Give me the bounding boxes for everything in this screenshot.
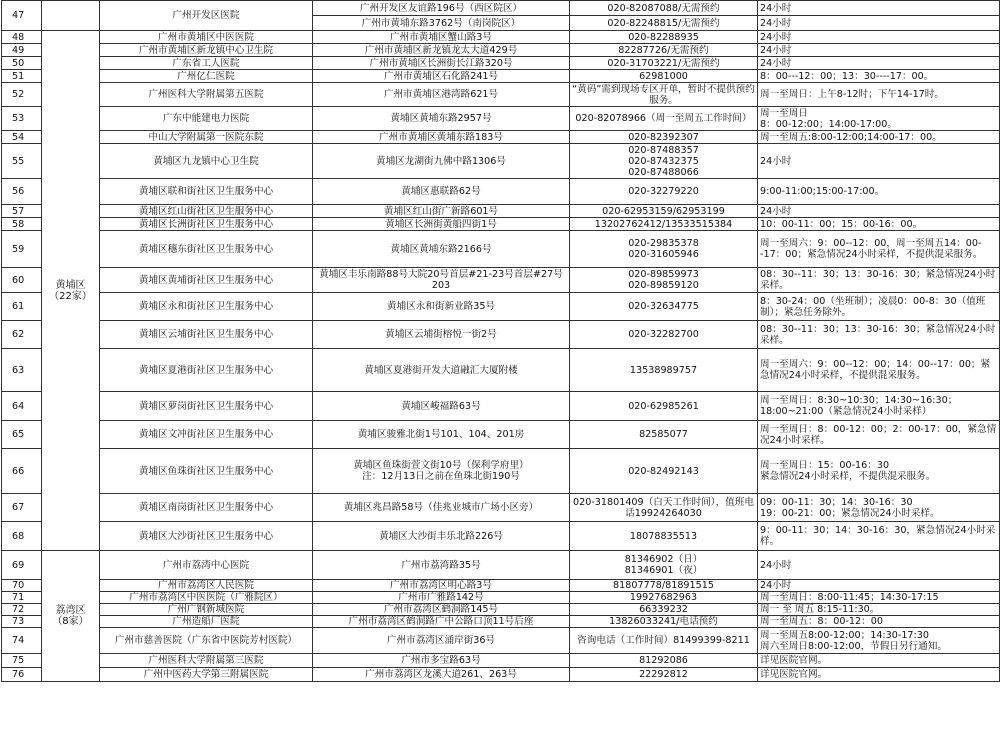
- hospital-address: 广州市黄埔区长洲街长江路320号: [313, 57, 570, 70]
- table-row: [2, 604, 1000, 616]
- hospital-name: 广州市黄埔区新龙镇中心卫生院: [100, 44, 313, 57]
- hospital-address: 广州市黄埔区石化路241号: [313, 70, 570, 83]
- table-row: [2, 179, 1000, 205]
- service-hours: 09：00-11：30；14：30-16：30 19：00-21：00；紧急情况24小时采样。: [758, 494, 1000, 522]
- table-row: [2, 57, 1000, 70]
- hospital-address: 广州市荔湾区明心路3号: [313, 580, 570, 592]
- hospital-address: 黄埔区云埔街榕悦一街2号: [313, 321, 570, 349]
- table-row: [2, 522, 1000, 551]
- row-number: 61: [2, 293, 42, 321]
- hospital-phone: 020-31703221/无需预约: [570, 57, 758, 70]
- table-row: [2, 349, 1000, 392]
- hospital-name: 广州医科大学附属第三医院: [100, 654, 313, 668]
- hospital-name: 广州市荔湾区中医医院（广雅院区）: [100, 592, 313, 604]
- hospital-address: 黄埔区黄埔东路2957号: [313, 107, 570, 131]
- hospital-phone: “黄码”需到现场专区开单，暂时不提供预约服务。: [570, 83, 758, 107]
- row-number: 51: [2, 70, 42, 83]
- hospital-phone: 020-82492143: [570, 449, 758, 494]
- hospital-phone: 020-32634775: [570, 293, 758, 321]
- hospital-name: 黄埔区萝岗街社区卫生服务中心: [100, 392, 313, 421]
- hospital-name: 广州市荔湾中心医院: [100, 551, 313, 580]
- service-hours: 周一至周六：9：00--12：00，周一至周五14：00--17：00；紧急情况24小时采样，不提供混采服务。: [758, 231, 1000, 268]
- service-hours: 周一至周五:8:00-12:00;14:00-17：00。: [758, 131, 1000, 144]
- row-number: 58: [2, 218, 42, 231]
- hospital-address: 黄埔区峻福路63号: [313, 392, 570, 421]
- service-hours: 9：00-11：30；14：30-16：30，紧急情况24小时采样。: [758, 522, 1000, 551]
- hospital-phone: 020-31801409（白天工作时间），值班电话19924264030: [570, 494, 758, 522]
- hospital-phone: 66339232: [570, 604, 758, 616]
- row-number: 76: [2, 668, 42, 682]
- service-hours: 详见医院官网。: [758, 668, 1000, 682]
- service-hours: 详见医院官网。: [758, 654, 1000, 668]
- row-number: 56: [2, 179, 42, 205]
- table-row: [2, 131, 1000, 144]
- address-cell: [313, 1, 570, 31]
- hospital-phone: 020-82288935: [570, 31, 758, 44]
- district-cell: [42, 1, 100, 31]
- row-number: 52: [2, 83, 42, 107]
- hospital-name: 黄埔区红山街社区卫生服务中心: [100, 205, 313, 218]
- service-hours: 24小时: [758, 551, 1000, 580]
- hospital-name: 广州市黄埔区中医医院: [100, 31, 313, 44]
- table-row: [2, 1, 1000, 31]
- hospital-address: 广州市荔湾路35号: [313, 551, 570, 580]
- hospital-name: 广州医科大学附属第五医院: [100, 83, 313, 107]
- row-number: 69: [2, 551, 42, 580]
- hospital-phone: 020-87488357 020-87432375 020-87488066: [570, 144, 758, 179]
- hospital-phone: 020-32282700: [570, 321, 758, 349]
- hospital-name: 广州亿仁医院: [100, 70, 313, 83]
- hospital-address: 黄埔区永和街新业路35号: [313, 293, 570, 321]
- hospital-name: 黄埔区长洲街社区卫生服务中心: [100, 218, 313, 231]
- row-number: 68: [2, 522, 42, 551]
- row-number: 73: [2, 616, 42, 628]
- hospital-name: 黄埔区大沙街社区卫生服务中心: [100, 522, 313, 551]
- table-row: [2, 321, 1000, 349]
- service-hours: 24小时: [758, 44, 1000, 57]
- hospital-phone: 81807778/81891515: [570, 580, 758, 592]
- service-hours: 周一至周五8:00-12:00；14:30-17:30 周六至周日8:00-12:00，节假日另行通知。: [758, 628, 1000, 654]
- hours-line: 24小时: [758, 1, 999, 16]
- hospital-name: 黄埔区穗东街社区卫生服务中心: [100, 231, 313, 268]
- hospital-name: 黄埔区文冲街社区卫生服务中心: [100, 421, 313, 449]
- address-line: 广州开发区友谊路196号（西区院区）: [313, 1, 569, 16]
- hospital-name: 黄埔区南岗街社区卫生服务中心: [100, 494, 313, 522]
- service-hours: 10：00-11：00；15：00-16：00。: [758, 218, 1000, 231]
- table-row: [2, 205, 1000, 218]
- hospital-phone: 020-29835378 020-31605946: [570, 231, 758, 268]
- hospital-address: 广州市黄埔区蟹山路3号: [313, 31, 570, 44]
- hospital-name: 广州市荔湾区人民医院: [100, 580, 313, 592]
- hospital-name: 广州广钢新城医院: [100, 604, 313, 616]
- row-number: 59: [2, 231, 42, 268]
- table-row: [2, 83, 1000, 107]
- table-row: [2, 231, 1000, 268]
- row-number: 62: [2, 321, 42, 349]
- hospital-name: 广州开发区医院: [100, 1, 313, 31]
- hospital-address: 黄埔区骏雅北街1号101、104、201房: [313, 421, 570, 449]
- address-line: 广州市黄埔东路3762号（南岗院区）: [361, 17, 521, 29]
- table-row: [2, 580, 1000, 592]
- hospital-address: 广州市黄埔区黄埔东路183号: [313, 131, 570, 144]
- table-row: [2, 668, 1000, 682]
- row-number: 65: [2, 421, 42, 449]
- hospital-address: 广州市荔湾区龙溪大道261、263号: [313, 668, 570, 682]
- hospital-address: 黄埔区鱼珠街萱文街10号（保利学府里） 注：12月13日之前在鱼珠北街190号: [313, 449, 570, 494]
- service-hours: 08：30--11：30；13：30-16：30；紧急情况24小时采样。: [758, 268, 1000, 293]
- hospital-name: 黄埔区永和街社区卫生服务中心: [100, 293, 313, 321]
- row-number: 74: [2, 628, 42, 654]
- service-hours: 08：30--11：30；13：30-16：30；紧急情况24小时采样。: [758, 321, 1000, 349]
- hospital-address: 黄埔区兆昌路58号（佳兆业城市广场小区旁）: [313, 494, 570, 522]
- hospital-name: 黄埔区黄埔街社区卫生服务中心: [100, 268, 313, 293]
- service-hours: 24小时: [758, 57, 1000, 70]
- service-hours: 24小时: [758, 580, 1000, 592]
- hospital-name: 广东省工人医院: [100, 57, 313, 70]
- hospital-phone: 22292812: [570, 668, 758, 682]
- table-row: [2, 628, 1000, 654]
- phone-cell: [570, 1, 758, 31]
- service-hours: 周一至周六：9：00--12：00；14：00--17：00；紧急情况24小时采样，不提供混采服务。: [758, 349, 1000, 392]
- hospital-name: 广州市慈善医院（广东省中医院芳村医院）: [100, 628, 313, 654]
- hospital-name: 黄埔区夏港街社区卫生服务中心: [100, 349, 313, 392]
- table-row: [2, 218, 1000, 231]
- service-hours: 8：00---12：00；13：30----17：00。: [758, 70, 1000, 83]
- hospital-address: 黄埔区红山街广新路601号: [313, 205, 570, 218]
- hospital-name: 广州中医药大学第三附属医院: [100, 668, 313, 682]
- district-label: 荔湾区 （8家）: [42, 551, 100, 682]
- phone-line: 020-82248815/无需预约: [607, 17, 720, 29]
- hospital-phone: 020-62953159/62953199: [570, 205, 758, 218]
- row-number: 54: [2, 131, 42, 144]
- table-row: [2, 392, 1000, 421]
- hospital-name: 中山大学附属第一医院东院: [100, 131, 313, 144]
- service-hours: 周一至周日：15：00-16：30 紧急情况24小时采样，不提供混采服务。: [758, 449, 1000, 494]
- row-number: 60: [2, 268, 42, 293]
- row-number: 55: [2, 144, 42, 179]
- hospital-phone: 13826033241/电话预约: [570, 616, 758, 628]
- service-hours: 周一至周日 8：00-12:00；14:00-17:00。: [758, 107, 1000, 131]
- hospital-name: 黄埔区九龙镇中心卫生院: [100, 144, 313, 179]
- row-number: 48: [2, 31, 42, 44]
- table-row: [2, 421, 1000, 449]
- service-hours: 周一 至 周五 8:15-11:30。: [758, 604, 1000, 616]
- hospital-address: 黄埔区黄埔东路2166号: [313, 231, 570, 268]
- service-hours: 周一至周日：上午8-12时；下午14-17时。: [758, 83, 1000, 107]
- hospital-address: 广州市黄埔区港湾路621号: [313, 83, 570, 107]
- hospital-phone: 020-32279220: [570, 179, 758, 205]
- service-hours: 24小时: [758, 205, 1000, 218]
- hospital-address: 黄埔区大沙街丰乐北路226号: [313, 522, 570, 551]
- hospital-address: 广州市荔湾区涌岸街36号: [313, 628, 570, 654]
- table-row: [2, 107, 1000, 131]
- table-row: [2, 654, 1000, 668]
- service-hours: 周一至周日：8:00-11:45；14:30-17:15: [758, 592, 1000, 604]
- service-hours: 8：30-24：00（坐班制）；凌晨0：00-8：30（值班制）；紧急任务除外。: [758, 293, 1000, 321]
- hospital-phone: 020-82392307: [570, 131, 758, 144]
- hospital-address: 广州市荔湾区鹤洞路广中公路口顶11号后座: [313, 616, 570, 628]
- service-hours: 24小时: [758, 144, 1000, 179]
- hospital-address: 广州市荔湾区鹤洞路145号: [313, 604, 570, 616]
- table-row: [2, 449, 1000, 494]
- table-row: [2, 551, 1000, 580]
- hospital-phone: 82585077: [570, 421, 758, 449]
- district-label: 黄埔区 （22家）: [42, 31, 100, 551]
- hospital-phone: 咨询电话（工作时间）81499399-8211: [570, 628, 758, 654]
- hospital-phone: 13538989757: [570, 349, 758, 392]
- table-row: [2, 494, 1000, 522]
- hospital-phone: 62981000: [570, 70, 758, 83]
- row-number: 66: [2, 449, 42, 494]
- hospital-phone: 18078835513: [570, 522, 758, 551]
- hospital-table: [1, 0, 1000, 682]
- table-row: [2, 44, 1000, 57]
- hospital-name: 黄埔区鱼珠街社区卫生服务中心: [100, 449, 313, 494]
- row-number: 67: [2, 494, 42, 522]
- hospital-address: 黄埔区夏港街开发大道融汇大厦附楼: [313, 349, 570, 392]
- service-hours: 周一至周日：8：00-12：00；2：00-17：00，紧急情况24小时采样。: [758, 421, 1000, 449]
- service-hours: 周一至周五：8：00-12：00: [758, 616, 1000, 628]
- hospital-phone: 81292086: [570, 654, 758, 668]
- phone-line: 020-82087088/无需预约: [570, 1, 757, 16]
- row-number: 75: [2, 654, 42, 668]
- row-number: 57: [2, 205, 42, 218]
- table-row: [2, 70, 1000, 83]
- hospital-phone: 82287726/无需预约: [570, 44, 758, 57]
- row-number: 70: [2, 580, 42, 592]
- hospital-phone: 020-89859973 020-89859120: [570, 268, 758, 293]
- row-number: 49: [2, 44, 42, 57]
- hospital-phone: 81346902（日） 81346901（夜）: [570, 551, 758, 580]
- hospital-name: 广州造船厂医院: [100, 616, 313, 628]
- hospital-address: 黄埔区龙湖街九佛中路1306号: [313, 144, 570, 179]
- service-hours: 24小时: [758, 31, 1000, 44]
- hospital-address: 广州市广雅路142号: [313, 592, 570, 604]
- row-number: 72: [2, 604, 42, 616]
- hospital-name: 广东中能建电力医院: [100, 107, 313, 131]
- table-row: [2, 293, 1000, 321]
- hospital-name: 黄埔区联和街社区卫生服务中心: [100, 179, 313, 205]
- hospital-address: 黄埔区惠联路62号: [313, 179, 570, 205]
- hours-line: 24小时: [760, 17, 792, 29]
- row-number: 64: [2, 392, 42, 421]
- hospital-phone: 19927682963: [570, 592, 758, 604]
- hours-cell: [758, 1, 1000, 31]
- hospital-address: 黄埔区丰乐南路88号大院20号首层#21-23号首层#27号203: [313, 268, 570, 293]
- hospital-phone: 020-82078966（周一至周五工作时间）: [570, 107, 758, 131]
- table-row: [2, 592, 1000, 604]
- service-hours: 9:00-11:00;15:00-17:00。: [758, 179, 1000, 205]
- row-number: 53: [2, 107, 42, 131]
- service-hours: 周一至周日：8:30~10:30；14:30~16:30；18:00~21:00（紧急情况24小时采样）: [758, 392, 1000, 421]
- table-row: [2, 616, 1000, 628]
- hospital-phone: 020-62985261: [570, 392, 758, 421]
- row-number: 47: [2, 1, 42, 31]
- hospital-address: 广州市黄埔区新龙镇龙太大道429号: [313, 44, 570, 57]
- row-number: 71: [2, 592, 42, 604]
- hospital-address: 黄埔区长洲街黄船四街1号: [313, 218, 570, 231]
- row-number: 50: [2, 57, 42, 70]
- row-number: 63: [2, 349, 42, 392]
- table-row: [2, 31, 1000, 44]
- table-row: [2, 268, 1000, 293]
- hospital-address: 广州市多宝路63号: [313, 654, 570, 668]
- hospital-phone: 13202762412/13533515384: [570, 218, 758, 231]
- table-row: [2, 144, 1000, 179]
- hospital-name: 黄埔区云埔街社区卫生服务中心: [100, 321, 313, 349]
